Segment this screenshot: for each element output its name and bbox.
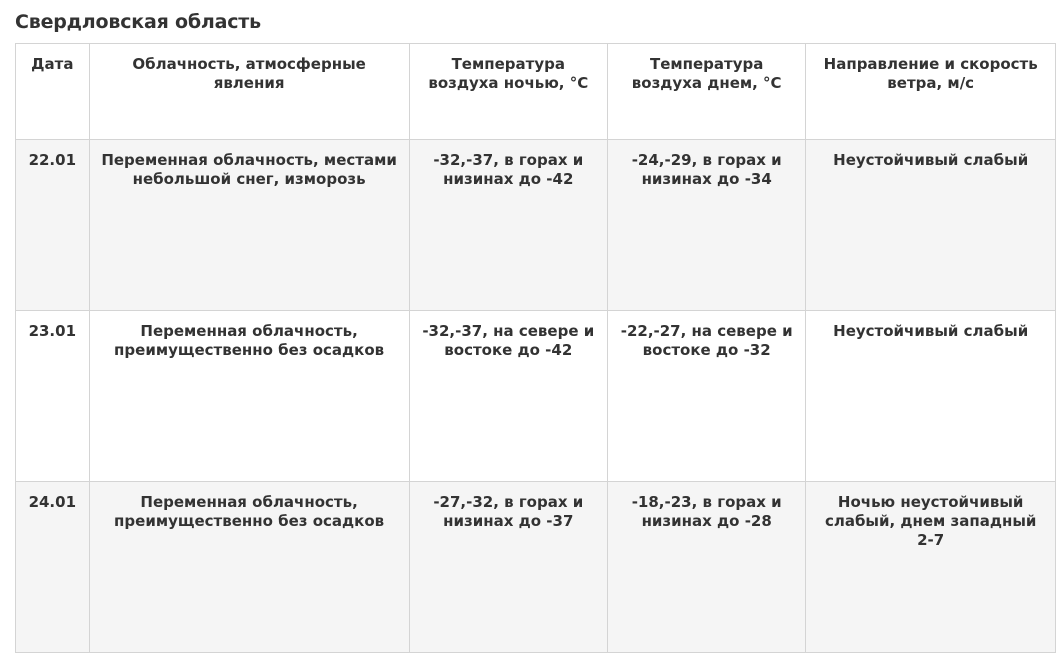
table-row bbox=[16, 311, 1056, 482]
forecast-table bbox=[15, 43, 1056, 653]
page-title: Свердловская область bbox=[15, 11, 261, 33]
cell-temp-night: -32,-37, в горах и низинах до -42 bbox=[409, 140, 607, 311]
header-date: Дата bbox=[16, 44, 90, 140]
header-cloudiness: Облачность, атмосферные явления bbox=[89, 44, 409, 140]
header-temp-night: Температура воздуха ночью, °С bbox=[409, 44, 607, 140]
cell-cloudiness: Переменная облачность, местами небольшой снег, изморозь bbox=[89, 140, 409, 311]
cell-temp-day: -18,-23, в горах и низинах до -28 bbox=[607, 482, 805, 653]
cell-temp-day: -24,-29, в горах и низинах до -34 bbox=[607, 140, 805, 311]
cell-date: 22.01 bbox=[16, 140, 90, 311]
cell-cloudiness: Переменная облачность, преимущественно без осадков bbox=[89, 482, 409, 653]
header-wind: Направление и скорость ветра, м/с bbox=[806, 44, 1056, 140]
cell-temp-day: -22,-27, на севере и востоке до -32 bbox=[607, 311, 805, 482]
cell-wind: Неустойчивый слабый bbox=[806, 311, 1056, 482]
cell-temp-night: -27,-32, в горах и низинах до -37 bbox=[409, 482, 607, 653]
cell-wind: Неустойчивый слабый bbox=[806, 140, 1056, 311]
cell-date: 23.01 bbox=[16, 311, 90, 482]
cell-cloudiness: Переменная облачность, преимущественно без осадков bbox=[89, 311, 409, 482]
table-header-row bbox=[16, 44, 1056, 140]
cell-date: 24.01 bbox=[16, 482, 90, 653]
cell-temp-night: -32,-37, на севере и востоке до -42 bbox=[409, 311, 607, 482]
table-row bbox=[16, 482, 1056, 653]
header-temp-day: Температура воздуха днем, °С bbox=[607, 44, 805, 140]
cell-wind: Ночью неустойчивый слабый, днем западный 2-7 bbox=[806, 482, 1056, 653]
table-row bbox=[16, 140, 1056, 311]
